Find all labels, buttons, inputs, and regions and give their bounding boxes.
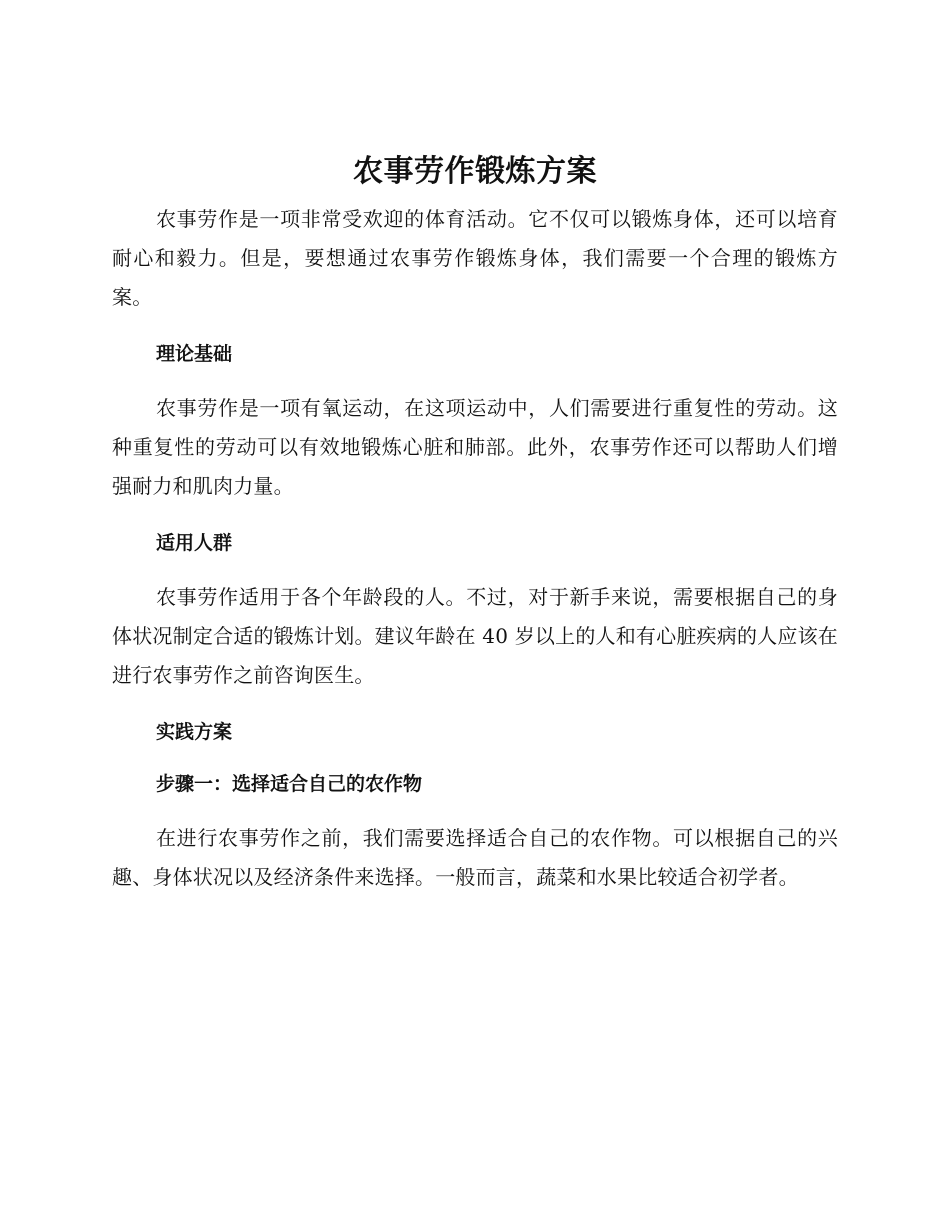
section-heading-step-one: 步骤一：选择适合自己的农作物 bbox=[156, 773, 423, 795]
section-paragraph-step-one: 在进行农事劳作之前，我们需要选择适合自己的农作物。可以根据自己的兴趣、身体状况以及经济条件来选择。一般而言，蔬菜和水果比较适合初学者。 bbox=[112, 826, 838, 889]
section-paragraph-theory: 农事劳作是一项有氧运动，在这项运动中，人们需要进行重复性的劳动。这种重复性的劳动可以有效地锻炼心脏和肺部。此外，农事劳作还可以帮助人们增强耐力和肌肉力量。 bbox=[112, 396, 838, 498]
document-title: 农事劳作锻炼方案 bbox=[353, 154, 597, 189]
section-heading-audience: 适用人群 bbox=[156, 532, 233, 554]
section-heading-theory: 理论基础 bbox=[156, 343, 233, 365]
section-heading-practice: 实践方案 bbox=[156, 721, 233, 743]
intro-paragraph: 农事劳作是一项非常受欢迎的体育活动。它不仅可以锻炼身体，还可以培育耐心和毅力。但是，要想通过农事劳作锻炼身体，我们需要一个合理的锻炼方案。 bbox=[112, 207, 838, 309]
section-paragraph-audience: 农事劳作适用于各个年龄段的人。不过，对于新手来说，需要根据自己的身体状况制定合适的锻炼计划。建议年龄在 40 岁以上的人和有心脏疾病的人应该在进行农事劳作之前咨询医生。 bbox=[112, 585, 838, 687]
